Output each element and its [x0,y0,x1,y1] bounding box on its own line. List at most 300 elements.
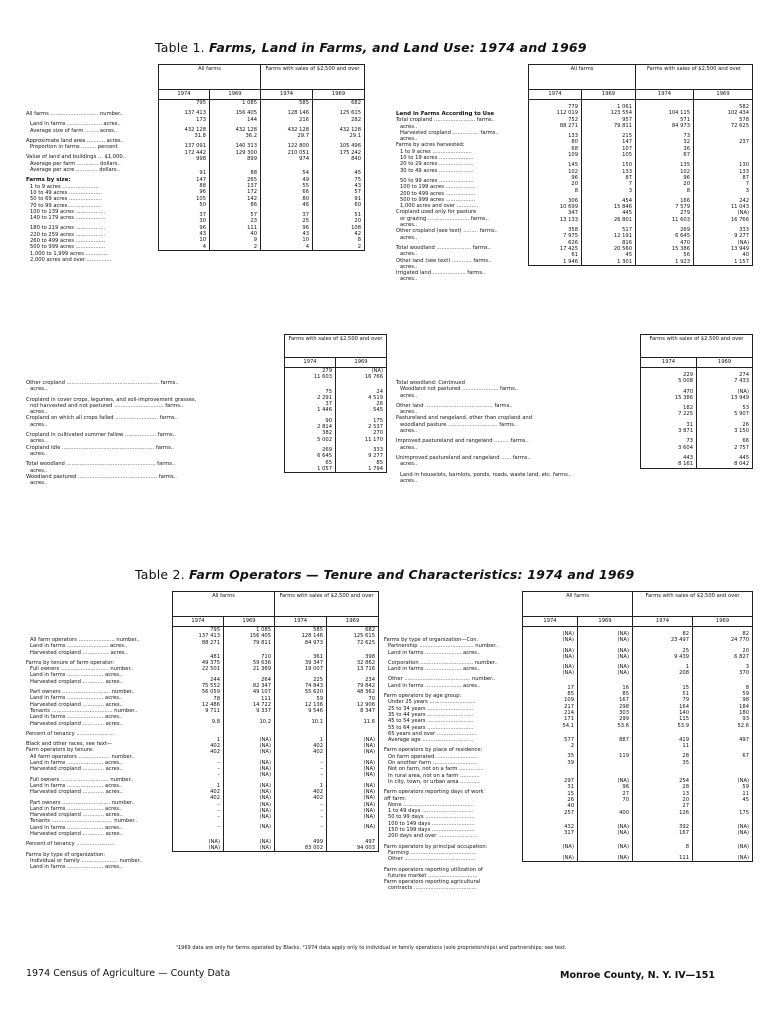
table-cell: 299 [578,716,633,722]
table-cell: 582 [694,104,753,110]
table-cell: 91 [313,196,365,202]
table-cell: 1 [216,782,220,789]
table-cell: (NA) [224,802,275,808]
row-label: Farm operators reporting utilization of [384,866,483,873]
table-cell: 1 085 [224,627,275,634]
table-cell: 454 [582,198,636,204]
table2-title-main: Farm Operators — Tenure and Characteristics: 1974 and 1969 [189,567,635,582]
table-row [523,855,753,862]
table-cell: (NA) [578,670,633,676]
table-cell: (NA) [562,664,574,671]
row-label: Part owners ............................. number.. [30,689,135,696]
table-cell: 13 716 [327,666,379,672]
table-cell: 102 434 [694,110,753,116]
table-cell: 306 [568,197,578,204]
table-cell: 145 [568,162,578,169]
year-header: 1974 [275,617,327,627]
row-label: Irrigated land .................... farms.. [396,270,486,277]
row-label: Individual or family ...................... number.. [30,857,143,864]
table-cell: 254 [633,778,693,784]
table-cell: 297 [564,778,574,785]
table-cell: 23 [210,218,261,224]
row-label: acres.. [30,480,48,487]
table-cell: 8 347 [327,708,379,714]
table-cell: 49 107 [224,689,275,695]
table-cell: 445 [697,455,753,461]
table-cell: 208 [633,670,693,676]
table-cell: 142 [210,196,261,202]
year-header: 1969 [697,358,753,368]
table-cell: 7 433 [697,378,753,384]
table-cell: (NA) [562,631,574,637]
row-label: Tenants ..................................... number.. [30,818,138,825]
table-cell: (NA) [693,830,753,836]
row-label: Woodland pastured ................................................ farms.. [26,473,177,480]
row-label: On farm operated ......................... [388,753,478,760]
table-cell: 172 442 [184,149,206,156]
table-cell: 282 [313,117,365,123]
row-label: Harvested cropland ............. acres.. [30,678,123,685]
table-cell: 20 [633,797,693,803]
table-cell: 60 [313,202,365,208]
table-cell: 8 [574,187,578,194]
table-cell: 78 [213,695,220,702]
row-label: On another farm ........................... [388,760,478,767]
table-cell: 32 [636,139,694,145]
table-cell: 55 [261,183,313,189]
table-cell: 102 [568,168,578,175]
row-label: Corporation ................................ number.. [388,659,498,666]
table-cell: 45 [693,797,753,803]
table-cell: (NA) [327,795,379,801]
table-cell: 270 [336,430,387,436]
table-cell: 130 [694,162,753,168]
table-cell: 128 146 [261,110,313,116]
table-cell: 333 [336,447,387,453]
table-cell: 10.2 [224,719,275,725]
table-cell: 68 [571,145,578,152]
table-cell: 571 [636,117,694,123]
table-cell: 31 [567,784,574,791]
table-cell: 29.1 [313,133,365,139]
table-cell: 22 501 [201,666,220,673]
table-cell: 840 [313,156,365,162]
table-cell: 497 [693,737,753,743]
table-cell: 27 [578,791,633,797]
row-label: Farming ........................................ [388,849,477,856]
table-cell: (NA) [562,854,574,861]
row-label: acres.. [30,467,48,474]
table-cell: 2 757 [697,445,753,451]
row-label: Other ........................................ number.. [388,676,496,683]
row-label: 1 to 49 days ............................... [388,808,474,815]
table1-right-hdr-all: All farms [529,65,636,90]
row-label: In rural area, not on a farm ............ [388,772,480,779]
table-cell: 1 794 [336,466,387,473]
table-cell: 171 [564,716,574,723]
row-label: Improved pastureland and rangeland ......... farms.. [396,438,529,445]
table-cell: 102 [636,169,694,175]
row-label: Percent of tenancy ....................... [26,841,115,848]
row-label: 30 to 49 acres ..................... [400,167,474,174]
table-cell: 137 091 [184,143,206,150]
row-label: 500 to 999 acres .................. [400,196,476,203]
table-cell: 577 [564,736,574,743]
table-cell: 79 [633,697,693,703]
table-cell: 54.1 [562,722,574,729]
table2-left-hdr-sales: Farms with sales of $2,500 and over [275,592,379,617]
table-cell: (NA) [693,778,753,784]
row-label: 1,000 to 1,999 acres .............. [30,250,109,257]
table-cell: 216 [261,117,313,123]
row-label: Average per acre ............. dollars.. [30,167,120,174]
table-cell: 109 [568,152,578,159]
table-cell: 432 128 [261,127,313,133]
table-cell: 752 [568,116,578,123]
table-cell: 88 271 [559,122,578,129]
table-cell: 50 [199,201,206,208]
row-label: Not on farm, not on a farm ............... [388,766,484,773]
table-cell: 107 [582,146,636,152]
table-cell: 5 907 [697,411,753,417]
row-label: 2,000 acres and over ............... [30,256,112,263]
row-label: In city, town, or urban area ............ [388,778,480,785]
year-header: 1969 [327,617,379,627]
table-cell: 53.9 [633,723,693,729]
table-cell: 45 [582,252,636,258]
table-cell: 17 [567,684,574,691]
row-label: 25 to 34 years ............................ [388,705,474,712]
table-row [173,845,379,852]
table-cell: 214 [564,709,574,716]
table-cell: 7 [694,181,753,187]
row-label: Other cropland (see text) ......... farms.. [396,228,498,235]
table-cell: 140 [633,710,693,716]
table-cell: 137 413 [184,110,206,117]
table-cell: 164 [633,704,693,710]
table-cell: (NA) [327,749,379,755]
table-cell: – [217,772,220,779]
table1-title [155,40,587,55]
table-cell: 8 [313,237,365,243]
row-label: Cropland in cover crops, legumes, and soil-improvement grasses, [26,396,197,403]
table2-left-hdr-all: All farms [173,592,275,617]
table-cell: 20 [693,648,753,654]
row-label: acres.. [30,386,48,393]
table-cell: 20 [571,181,578,188]
table-cell: 481 [210,653,220,660]
row-label: 200 to 499 acres .................. [400,190,476,197]
table-cell: 517 [582,227,636,233]
table-cell: 84 973 [275,640,327,646]
year-header: 1974 [633,617,693,627]
row-label: Farms by type of organization—Con. [384,637,479,643]
table-cell: 5 008 [678,378,693,385]
row-label: 1 to 9 acres ........................ [400,148,472,155]
table-cell: 167 [578,697,633,703]
table-cell: – [217,759,220,766]
table1-right-labels [396,111,528,283]
table-cell: 111 [210,225,261,231]
table-cell: (NA) [208,845,220,852]
row-label: Approximate land area ........... acres.. [26,137,124,144]
table-cell: (NA) [694,240,753,246]
table-cell: 26 [336,401,387,407]
table-cell: 7 225 [678,411,693,418]
row-label: 150 to 199 days .......................... [388,827,475,834]
table-cell: (NA) [224,795,275,801]
table2-right-labels [384,637,522,892]
year-header: 1974 [261,90,313,100]
row-label: All farm operators ................... number.. [30,753,135,760]
table-cell: 210 051 [261,150,313,156]
table-cell: 9.8 [211,718,220,725]
table1-left-labels [26,111,158,263]
row-label: Full owners ............................. number.. [30,776,134,783]
table-cell: 93 [693,716,753,722]
table-cell: 545 [336,407,387,413]
table-cell: 55 620 [275,689,327,695]
row-label: Harvested cropland ............. acres.. [30,831,123,838]
row-label: Harvested cropland ............. acres.. [30,701,123,708]
row-label: Total cropland ......................... farms.. [396,117,495,124]
table-cell: 84 973 [636,123,694,129]
table-cell: (NA) [327,743,379,749]
table-cell: 242 [694,198,753,204]
row-label: acres.. [400,123,418,130]
table-cell: 1 [633,664,693,670]
table-cell: 12 486 [201,701,220,708]
table-cell: (NA) [578,631,633,637]
table2-left-labels [26,637,172,871]
table-cell: 585 [275,627,327,634]
table-cell: (NA) [578,830,633,836]
table-cell: 96 [199,189,206,196]
table-cell: 16 766 [336,374,387,380]
table-cell: (NA) [327,766,379,772]
row-label: Land in houselots, barnlots, ponds, roads, waste land, etc. farms.. [400,471,572,478]
table-cell: 49 [261,177,313,183]
table-cell: (NA) [578,855,633,862]
table-cell: 682 [313,100,365,107]
row-label: All farm operators ...................... number.. [30,637,140,643]
footer-left: 1974 Census of Agriculture — County Data [26,968,231,979]
row-label: Harvested cropland ................ farms.. [400,129,499,136]
table-cell: 15 386 [674,394,693,401]
table-cell: 82 [693,631,753,637]
table-cell: 298 [578,704,633,710]
table-cell: 72 625 [327,640,379,646]
table1-left-grid [158,64,365,251]
table-cell: 96 [571,174,578,181]
row-label: Tenants ..................................... number.. [30,707,138,714]
row-label: 260 to 499 acres .................. [30,238,106,245]
table-cell: 98 [693,697,753,703]
table-cell: (NA) [562,647,574,654]
table-cell: 75 [325,388,332,395]
row-label: Total woodland ...................................................... farms.. [26,461,176,468]
row-label: Farm operators reporting days of work [384,789,484,796]
row-label: Pastureland and rangeland, other than cropland and [396,415,533,422]
table-cell: 1 923 [636,259,694,266]
table1-mid-labels [26,380,284,486]
table-cell: 229 [683,372,693,378]
table-cell: 6 645 [317,453,332,460]
table-cell: 39 347 [275,660,327,666]
table-row [285,466,387,473]
table-cell: 109 [564,697,574,704]
table-cell: 497 [327,839,379,845]
table-cell: 11 [693,791,753,797]
row-label: Farm operators reporting agricultural [384,879,481,886]
row-label: Farm operators by age group: [384,693,462,700]
table-cell: 11 043 [694,204,753,210]
table-cell: 140 313 [210,143,261,149]
row-label: Black and other races, see text— [26,741,113,748]
table-cell: 2 291 [317,394,332,401]
table-cell: 31.8 [194,133,206,140]
table-cell: (NA) [327,772,379,778]
table-cell: 3 [694,188,753,194]
table-row [159,100,365,107]
row-label: acres.. [400,251,418,258]
table-cell: 59 [693,784,753,790]
year-header: 1969 [313,90,365,100]
table-cell: 67 [636,152,694,158]
table1-title-main: Farms, Land in Farms, and Land Use: 1974 and 1969 [209,40,587,55]
row-label: Cropland idle ........................................................ farms.. [26,444,175,451]
table-cell: (NA) [327,760,379,766]
table-cell: 585 [261,100,313,107]
table-cell: 215 [582,133,636,139]
row-label: Value of land and buildings ... $1,000.. [26,154,126,161]
table-cell: 48 362 [327,689,379,695]
table-cell: 82 [633,631,693,637]
table1-left-hdr-all: All farms [159,65,261,90]
table-cell: 279 [636,210,694,216]
table-cell: 90 [325,417,332,424]
row-label: Harvested cropland ............. acres.. [30,812,123,819]
table-cell: 51 [313,212,365,218]
table-cell: 73 [686,438,693,445]
table-cell: 40 [694,252,753,258]
table-cell: (NA) [224,766,275,772]
table-cell: 28 [633,753,693,759]
table-cell: 56 059 [201,689,220,696]
table-cell: (NA) [578,648,633,654]
table-cell: 1 085 [210,100,261,107]
table-cell: (NA) [562,670,574,677]
table-cell: 8 [633,844,693,850]
table-cell: 19 007 [275,666,327,672]
table-cell: 419 [633,737,693,743]
row-label: acres.. [400,392,418,399]
table-cell: 104 115 [636,110,694,116]
table-cell: 87 [694,175,753,181]
table-cell: 578 [694,117,753,123]
row-label: Land in farms ...................... acres.. [30,695,123,702]
table-cell: 59 636 [224,660,275,666]
row-label: Land in farms ...................... acres.. [30,782,123,789]
table-cell: 269 [636,227,694,233]
table-cell: 53 [697,405,753,411]
table-cell: 35 [567,753,574,760]
year-header: 1969 [694,90,753,100]
table-cell: 382 [322,430,332,437]
table-cell: 133 [694,169,753,175]
row-label: Average per farm ............. dollars.. [30,160,121,167]
table-cell: – [217,801,220,808]
table-cell: 11 603 [636,217,694,223]
table-cell: 67 [693,753,753,759]
year-header: 1974 [159,90,210,100]
row-label: 100 to 149 days .......................... [388,820,475,827]
table2-title [135,567,634,582]
table-row [641,461,753,468]
year-header: 1969 [224,617,275,627]
table-cell: (NA) [327,808,379,814]
row-label: acres.. [400,222,418,229]
row-label: Part owners ............................. number.. [30,799,135,806]
table-cell: 400 [578,810,633,816]
table-cell: 51 [633,691,693,697]
row-label: Land in farms ...................... acres.. [388,666,481,673]
table-cell: 79 811 [582,123,636,129]
year-header: 1969 [336,358,387,368]
row-label: 50 to 69 acres .................... [30,196,102,203]
table-cell: 26 [567,796,574,803]
table1-title-prefix: Table 1. [155,40,205,55]
table-cell: 1 [275,737,327,743]
table-cell: 31 [686,421,693,428]
table1-right-grid [528,64,753,266]
table-cell: 88 [199,182,206,189]
table-cell: 147 [196,176,206,183]
row-label: acres.. [400,477,418,484]
table-cell: 79 842 [327,683,379,689]
row-label: Full owners ............................. number.. [30,666,134,673]
table-cell: 303 [578,710,633,716]
table-cell: 1 446 [317,407,332,414]
row-label: 55 to 64 years ............................ [388,724,474,731]
table-cell: 13 133 [559,216,578,223]
table-cell: 432 128 [313,127,365,133]
row-label: 220 to 259 acres .................. [30,231,106,238]
table-cell: 15 846 [582,204,636,210]
table-cell: 182 [683,405,693,412]
year-header: 1969 [693,617,753,627]
table-cell: 96 [261,225,313,231]
table-cell: 35 [633,760,693,766]
table-cell: 15 [633,685,693,691]
table-cell: 80 [571,139,578,146]
table-cell: 66 [697,438,753,444]
table-cell: 6 645 [636,233,694,239]
table-cell: 11 [633,743,693,749]
table-cell: (NA) [694,210,753,216]
table-cell: 2 537 [336,424,387,430]
table-cell: 7 975 [563,233,578,240]
row-label: Other cropland ........................................................ farms.. [26,380,179,386]
table-cell: 9 439 [633,654,693,660]
table-cell: 83 002 [275,845,327,852]
table-cell: 24 770 [693,637,753,643]
table-cell: 79 811 [224,640,275,646]
table-cell: (NA) [578,654,633,660]
table-cell: (NA) [336,368,387,375]
table-cell: – [217,807,220,814]
table-cell: 166 [636,198,694,204]
